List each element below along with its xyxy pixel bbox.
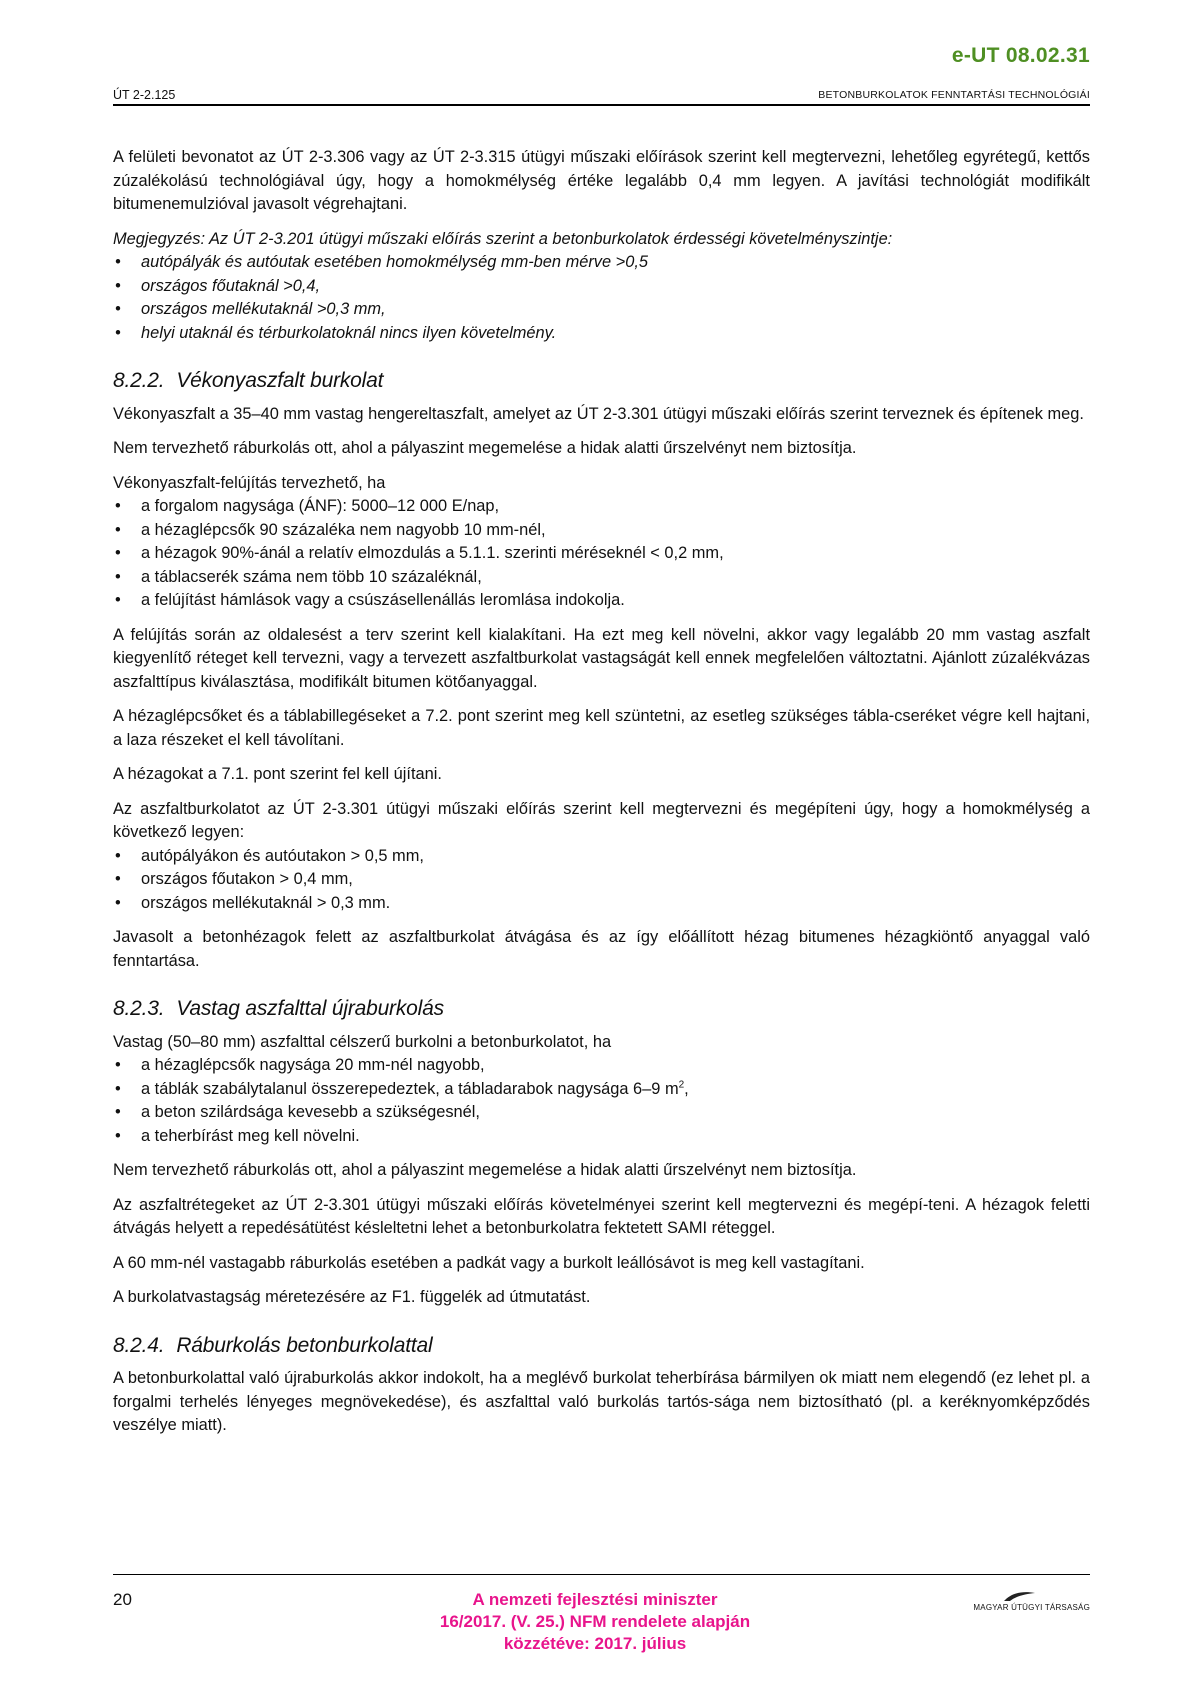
road-society-logo-icon (1002, 1590, 1036, 1602)
list-item: • a táblacserék száma nem több 10 százaléknál, (113, 566, 1090, 590)
footer-rule (113, 1574, 1090, 1575)
list-item: • a felújítást hámlások vagy a csúszásellenállás leromlása indokolja. (113, 589, 1090, 613)
society-logo (940, 1590, 1090, 1612)
running-title: BETONBURKOLATOK FENNTARTÁSI TECHNOLÓGIÁI (818, 89, 1090, 101)
section-heading-823 (113, 997, 1090, 1021)
paragraph: Vékonyaszfalt-felújítás tervezhető, ha (113, 473, 386, 492)
list-item: • országos főutaknál >0,4, (113, 275, 1090, 299)
paragraph: A burkolatvastagság méretezésére az F1. függelék ad útmutatást. (113, 1288, 591, 1306)
section-heading-822 (113, 369, 1090, 393)
section-number: 8.2.2. (113, 369, 165, 392)
list-item: • országos mellékutaknál >0,3 mm, (113, 298, 1090, 322)
superscript: 2 (678, 1079, 685, 1091)
sand-depth-list (113, 845, 1090, 916)
paragraph: Az aszfaltrétegeket az ÚT 2-3.301 útügyi műszaki előírás követelményei szerint kell megtervezni és megépí-teni. A hézagok feletti átvágás helyett a repedésátütést késleltetni lehet a betonburkolatra fektetett SAMI réteggel. (113, 1195, 1090, 1237)
publication-line: közzétéve: 2017. július (503, 1634, 687, 1653)
list-item: • helyi utaknál és térburkolatoknál nincs ilyen követelmény. (113, 322, 1090, 346)
conditions-list (113, 495, 1090, 613)
section-number: 8.2.4. (113, 1333, 165, 1357)
section-number: 8.2.3. (113, 997, 165, 1020)
paragraph: A 60 mm-nél vastagabb ráburkolás esetében a padkát vagy a burkolt leállósávot is meg kell vastagítani. (113, 1253, 865, 1272)
publication-line: A nemzeti fejlesztési miniszter (472, 1590, 718, 1609)
paragraph: A hézagokat a 7.1. pont szerint fel kell újítani. (113, 765, 442, 783)
list-item: • a hézaglépcsők nagysága 20 mm-nél nagyobb, (113, 1054, 1090, 1078)
list-item: • a hézagok 90%-ánál a relatív elmozdulás a 5.1.1. szerinti méréseknél < 0,2 mm, (113, 542, 1090, 566)
list-item: • autópályák és autóutak esetében homokmélység mm-ben mérve >0,5 (113, 251, 1090, 275)
logo-text: MAGYAR ÚTÜGYI TÁRSASÁG (973, 1603, 1090, 1612)
list-item: • országos főutakon > 0,4 mm, (113, 868, 1090, 892)
page-number: 20 (113, 1590, 132, 1609)
thick-asphalt-conditions-list (113, 1054, 1090, 1148)
paragraph: A felújítás során az oldalesést a terv szerint kell kialakítani. Ha ezt meg kell növelni, akkor vagy legalább 20 mm vastag aszfalt kiegyenlítő réteget kell tervezni, vagy a tervezett aszfaltburkolat vastagságát kell ennek megfelelően változtatni. Ajánlott zúzalékvázas aszfalttípus kiválasztása, modifikált bitumen kötőanyaggal. (113, 625, 1090, 691)
intro-paragraph: A felületi bevonatot az ÚT 2-3.306 vagy az ÚT 2-3.315 útügyi műszaki előírások szerint kell megtervezni, lehetőleg egyrétegű, kettős zúzalékolású technológiával úgy, hogy a homokmélység értéke legalább 0,4 mm legyen. A javítási technológiát modifikált bitumenemulzióval javasolt végrehajtani. (113, 148, 1090, 213)
list-item: • országos mellékutaknál > 0,3 mm. (113, 892, 1090, 916)
paragraph: Vékonyaszfalt a 35–40 mm vastag hengereltaszfalt, amelyet az ÚT 2-3.301 útügyi műszaki előírás szerint terveznek és építenek meg. (113, 404, 1084, 423)
section-title: Vastag aszfalttal újraburkolás (176, 997, 444, 1020)
list-item: • a teherbírást meg kell növelni. (113, 1125, 1090, 1149)
paragraph: A hézaglépcsőket és a táblabillegéseket a 7.2. pont szerint meg kell szüntetni, az esetleg szükséges tábla-cseréket végre kell hajtani, a laza részeket el kell távolítani. (113, 707, 1090, 749)
list-item: • a forgalom nagysága (ÁNF): 5000–12 000 E/nap, (113, 495, 1090, 519)
note-list (113, 251, 1090, 345)
paragraph: Vastag (50–80 mm) aszfalttal célszerű burkolni a betonburkolatot, ha (113, 1032, 612, 1051)
section-title: Vékonyaszfalt burkolat (176, 369, 384, 392)
paragraph: Nem tervezhető ráburkolás ott, ahol a pályaszint megemelése a hidak alatti űrszelvényt nem biztosítja. (113, 439, 857, 457)
list-item: • a hézaglépcsők 90 százaléka nem nagyobb 10 mm-nél, (113, 519, 1090, 543)
paragraph: A betonburkolattal való újraburkolás akkor indokolt, ha a meglévő burkolat teherbírása bármilyen ok miatt nem elegendő (ez lehet pl. a forgalmi terhelés lényeges megnövekedése), és aszfalttal való burkolás tartós-sága nem biztosítható (pl. a keréknyomképződés veszélye miatt). (113, 1369, 1090, 1434)
section-title: Ráburkolás betonburkolattal (176, 1333, 433, 1357)
header-rule (113, 104, 1090, 106)
section-heading-824 (113, 1334, 1090, 1358)
document-code: e-UT 08.02.31 (951, 44, 1090, 67)
page-body (113, 146, 1090, 1449)
paragraph: Javasolt a betonhézagok felett az aszfaltburkolat átvágása és az így előállított hézag bitumenes hézagkiöntő anyaggal való fenntartása. (113, 928, 1090, 970)
note-paragraph: Megjegyzés: Az ÚT 2-3.201 útügyi műszaki előírás szerint a betonburkolatok érdességi követelményszintje: (113, 229, 893, 248)
list-item: • a beton szilárdsága kevesebb a szükségesnél, (113, 1101, 1090, 1125)
list-item: • autópályákon és autóutakon > 0,5 mm, (113, 845, 1090, 869)
paragraph: Nem tervezhető ráburkolás ott, ahol a pályaszint megemelése a hidak alatti űrszelvényt nem biztosítja. (113, 1161, 857, 1179)
standard-number: ÚT 2-2.125 (113, 88, 176, 102)
paragraph: Az aszfaltburkolatot az ÚT 2-3.301 útügyi műszaki előírás szerint kell megtervezni és megépíteni úgy, hogy a homokmélység a következő legyen: (113, 799, 1090, 841)
publication-line: 16/2017. (V. 25.) NFM rendelete alapján (439, 1612, 751, 1631)
list-item: • a táblák szabálytalanul összerepedeztek, a tábladarabok nagysága 6–9 $m^2$, (113, 1078, 1090, 1102)
